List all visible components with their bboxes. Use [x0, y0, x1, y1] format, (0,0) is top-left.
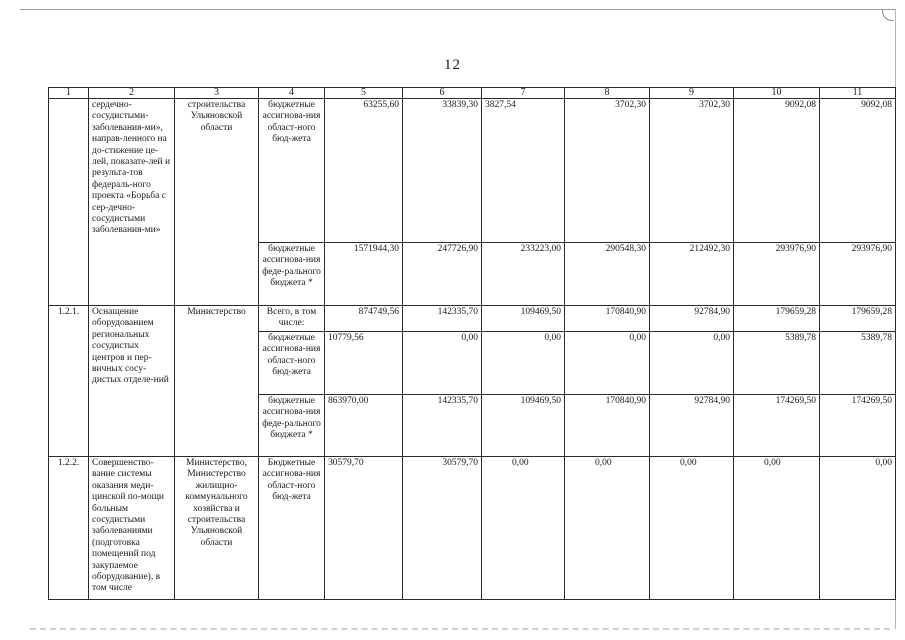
funding-source: бюджетные ассигнова-ния феде-рального бюджета * — [259, 243, 325, 306]
row-responsible: Министерство — [175, 306, 259, 457]
value-cell: 9092,08 — [734, 99, 820, 243]
scan-bottom-artifact — [30, 628, 890, 630]
value-cell: 10779,56 — [325, 332, 403, 395]
value-cell: 30579,70 — [403, 457, 482, 600]
value-cell: 874749,56 — [325, 306, 403, 332]
value-cell: 0,00 — [565, 332, 650, 395]
value-cell: 170840,90 — [565, 306, 650, 332]
value-cell: 863970,00 — [325, 395, 403, 457]
col-header-7: 7 — [482, 88, 565, 99]
value-cell: 0,00 — [482, 332, 565, 395]
value-cell: 92784,90 — [650, 306, 734, 332]
col-header-9: 9 — [650, 88, 734, 99]
scan-page-corner — [882, 10, 893, 21]
row-index — [49, 99, 89, 306]
value-cell: 9092,08 — [820, 99, 896, 243]
value-cell: 142335,70 — [403, 306, 482, 332]
col-header-8: 8 — [565, 88, 650, 99]
value-cell: 0,00 — [820, 457, 896, 600]
value-cell: 174269,50 — [734, 395, 820, 457]
col-header-4: 4 — [259, 88, 325, 99]
value-cell: 3702,30 — [650, 99, 734, 243]
col-header-2: 2 — [89, 88, 175, 99]
row-description: Оснащение оборудованием региональных сосудистых центров и пер-вичных сосу-дистых отделе-ний — [89, 306, 175, 457]
funding-source: Всего, в том числе: — [259, 306, 325, 332]
value-cell: 233223,00 — [482, 243, 565, 306]
value-cell: 293976,90 — [734, 243, 820, 306]
value-cell: 109469,50 — [482, 395, 565, 457]
value-cell: 212492,30 — [650, 243, 734, 306]
value-cell: 3702,30 — [565, 99, 650, 243]
value-cell: 92784,90 — [650, 395, 734, 457]
value-cell: 0,00 — [482, 457, 565, 600]
value-cell: 5389,78 — [734, 332, 820, 395]
value-cell: 109469,50 — [482, 306, 565, 332]
value-cell: 179659,28 — [734, 306, 820, 332]
value-cell: 174269,50 — [820, 395, 896, 457]
value-cell: 3827,54 — [482, 99, 565, 243]
col-header-6: 6 — [403, 88, 482, 99]
table-row — [49, 457, 896, 600]
row-responsible: Министерство, Министерство жилищно-коммунального хозяйства и строительства Ульяновской области — [175, 457, 259, 600]
funding-source: бюджетные ассигнова-ния област-ного бюд-жета — [259, 332, 325, 395]
table-row — [49, 306, 896, 332]
value-cell: 30579,70 — [325, 457, 403, 600]
value-cell: 179659,28 — [820, 306, 896, 332]
value-cell: 0,00 — [565, 457, 650, 600]
value-cell: 293976,90 — [820, 243, 896, 306]
value-cell: 0,00 — [403, 332, 482, 395]
value-cell: 247726,90 — [403, 243, 482, 306]
funding-source: бюджетные ассигнова-ния област-ного бюд-жета — [259, 99, 325, 243]
value-cell: 5389,78 — [820, 332, 896, 395]
col-header-10: 10 — [734, 88, 820, 99]
scan-top-edge — [20, 9, 895, 10]
value-cell: 0,00 — [734, 457, 820, 600]
value-cell: 170840,90 — [565, 395, 650, 457]
col-header-3: 3 — [175, 88, 259, 99]
row-responsible: строительства Ульяновской области — [175, 99, 259, 306]
col-header-11: 11 — [820, 88, 896, 99]
funding-source: бюджетные ассигнова-ния феде-рального бюджета * — [259, 395, 325, 457]
value-cell: 33839,30 — [403, 99, 482, 243]
value-cell: 1571944,30 — [325, 243, 403, 306]
value-cell: 0,00 — [650, 332, 734, 395]
funding-source: Бюджетные ассигнова-ния област-ного бюд-жета — [259, 457, 325, 600]
col-header-1: 1 — [49, 88, 89, 99]
column-number-row — [49, 88, 896, 99]
table-row — [49, 99, 896, 243]
value-cell: 142335,70 — [403, 395, 482, 457]
value-cell: 0,00 — [650, 457, 734, 600]
row-index: 1.2.2. — [49, 457, 89, 600]
value-cell: 290548,30 — [565, 243, 650, 306]
row-description: Совершенство-вание системы оказания меди-цинской по-мощи больным сосудистыми заболеваниями (подготовка помещений под закупаемое оборудование), в том числе — [89, 457, 175, 600]
budget-table — [48, 87, 896, 600]
col-header-5: 5 — [325, 88, 403, 99]
page-number: 12 — [444, 57, 461, 73]
value-cell: 63255,60 — [325, 99, 403, 243]
row-description: сердечно-сосудистыми-заболевания-ми», направ-ленного на до-стижение це-лей, показате-лей и результа-тов федераль-ного проекта «Борьба с сер-дечно-сосудистыми заболевания-ми» — [89, 99, 175, 306]
row-index: 1.2.1. — [49, 306, 89, 457]
